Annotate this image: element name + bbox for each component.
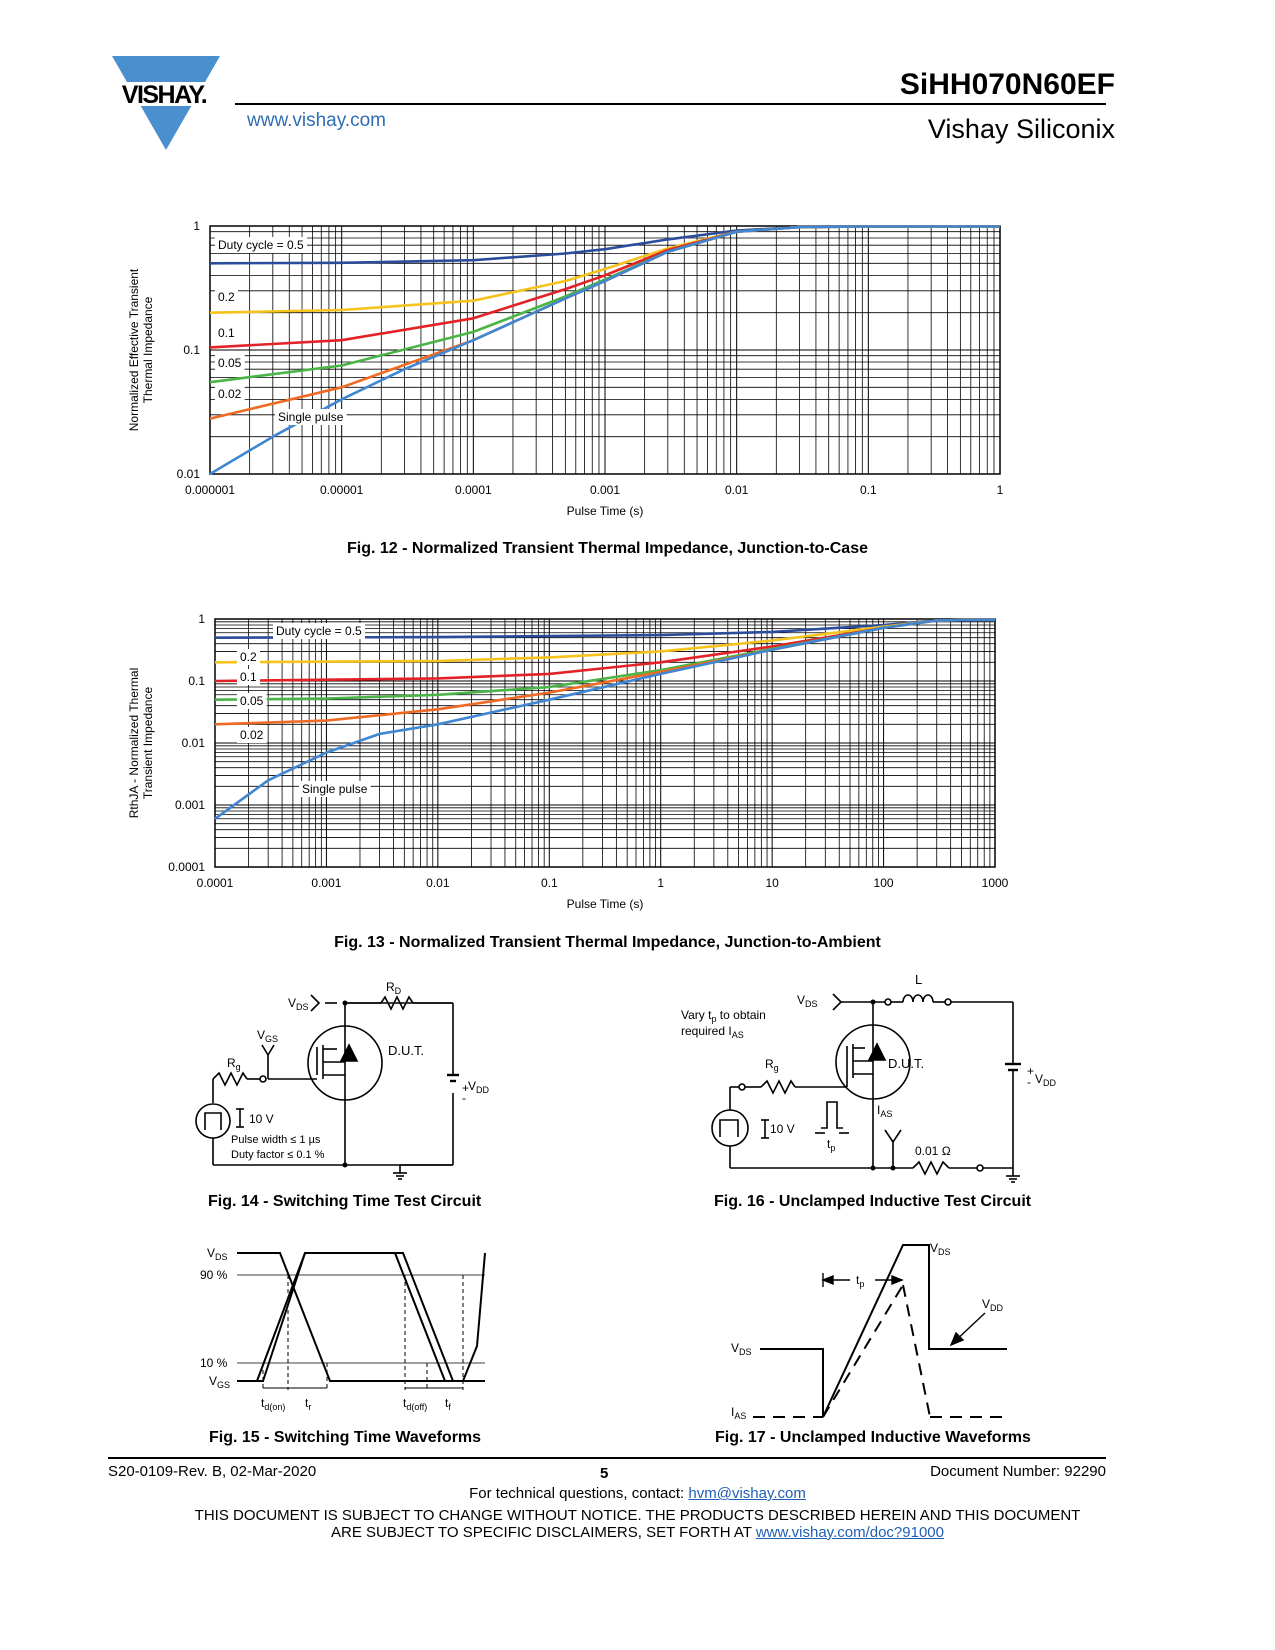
svg-text:+: + bbox=[462, 1081, 470, 1095]
website-link[interactable]: www.vishay.com bbox=[247, 110, 387, 131]
x-axis-label: Pulse Time (s) bbox=[566, 897, 644, 911]
svg-text:VDS: $V_{DS}$ bbox=[930, 1241, 951, 1257]
fig17-waveforms bbox=[725, 1235, 1025, 1425]
y-axis-label-line: RthJA - Normalized Thermal bbox=[127, 667, 141, 819]
svg-text:IAS: $I_{AS}$ bbox=[731, 1405, 747, 1421]
y-tick-label: 0.1 bbox=[188, 674, 205, 688]
series-label-d01: 0.1 bbox=[240, 670, 257, 684]
series-label-d005: 0.05 bbox=[240, 694, 264, 708]
rg-resistor-icon bbox=[761, 1081, 795, 1093]
svg-text:VGS: $V_{GS}$ bbox=[209, 1374, 231, 1390]
fig14-caption: Fig. 14 - Switching Time Test Circuit bbox=[208, 1193, 482, 1210]
x-tick-label: 0.001 bbox=[589, 483, 621, 497]
vds-waveform bbox=[237, 1253, 485, 1381]
fig17-vdd-sub: DD bbox=[990, 1303, 1004, 1313]
fig16-dut-label: D.U.T. bbox=[888, 1056, 925, 1071]
x-tick-label: 0.01 bbox=[724, 483, 749, 497]
x-tick-label: 0.0001 bbox=[454, 483, 492, 497]
y-tick-label: 0.01 bbox=[176, 467, 200, 481]
y-tick-label: 1 bbox=[198, 612, 205, 626]
footer-revision: S20-0109-Rev. B, 02-Mar-2020 bbox=[108, 1463, 317, 1480]
vds-waveform bbox=[760, 1245, 1007, 1417]
fig15-waveforms bbox=[195, 1240, 495, 1420]
y-tick-label: 0.01 bbox=[181, 736, 205, 750]
fig16-l-label: L bbox=[915, 972, 923, 987]
svg-text:VDD: $V_{DD}$ bbox=[468, 1079, 490, 1095]
fig15-vds-sub: DS bbox=[215, 1252, 228, 1262]
vds-arrow-icon bbox=[311, 995, 319, 1011]
vgs-arrow-icon bbox=[262, 1045, 274, 1055]
fig17-tp-sub: p bbox=[859, 1279, 865, 1289]
series-label-d05: Duty cycle = 0.5 bbox=[276, 624, 362, 638]
fig14-pulse-width: Pulse width ≤ 1 µs bbox=[231, 1134, 321, 1146]
shunt-resistor-icon bbox=[913, 1162, 949, 1174]
fig14-vgs-sub: GS bbox=[265, 1034, 279, 1044]
footer-doc-number: Document Number: 92290 bbox=[930, 1463, 1106, 1480]
svg-text:Rg: $R_g$ bbox=[765, 1057, 779, 1073]
series-label-d005: 0.05 bbox=[218, 356, 242, 370]
fig16-vds-sub: DS bbox=[805, 999, 818, 1009]
y-axis-label-line: Thermal Impedance bbox=[141, 296, 155, 404]
y-tick-label: 1 bbox=[193, 219, 200, 233]
contact-email-link[interactable]: hvm@vishay.com bbox=[688, 1485, 806, 1502]
fig14-dut-label: D.U.T. bbox=[388, 1043, 425, 1058]
x-tick-label: 0.01 bbox=[426, 876, 450, 890]
svg-text:Rg: $R_g$ bbox=[227, 1056, 241, 1072]
svg-text:-: - bbox=[462, 1091, 466, 1105]
x-tick-label: 10 bbox=[765, 876, 779, 890]
y-tick-label: 0.0001 bbox=[168, 860, 205, 874]
x-tick-label: 0.001 bbox=[311, 876, 342, 890]
svg-text:VDS: $V_{DS}$ bbox=[797, 993, 818, 1009]
fig15-tf-sub: f bbox=[448, 1402, 451, 1412]
x-tick-label: 1 bbox=[996, 483, 1004, 497]
fig16-shunt-label: 0.01 Ω bbox=[915, 1144, 951, 1158]
x-tick-label: 1 bbox=[657, 876, 665, 890]
vgs-waveform-rise bbox=[237, 1253, 395, 1381]
logo-text: VISHAY. bbox=[121, 81, 207, 109]
fig16-vary-text: Vary t bbox=[681, 1008, 712, 1022]
x-axis-label: Pulse Time (s) bbox=[566, 504, 644, 518]
svg-text:-: - bbox=[1027, 1075, 1031, 1089]
x-tick-label: 0.00001 bbox=[319, 483, 364, 497]
fig16-10v-label: 10 V bbox=[770, 1122, 795, 1136]
series-label-d02: 0.2 bbox=[218, 290, 235, 304]
fig16-rg-sub: g bbox=[773, 1063, 779, 1073]
svg-text:VGS: $V_{GS}$ bbox=[257, 1028, 279, 1044]
svg-text:VDS: $V_{DS}$ bbox=[731, 1341, 752, 1357]
disclaimer-line2 bbox=[0, 1524, 1275, 1541]
svg-text:Vary tp to obtain: Vary $t_p$ to obtain bbox=[681, 1008, 766, 1024]
x-tick-label: 100 bbox=[873, 876, 894, 890]
fig15-90pct: 90 % bbox=[200, 1268, 228, 1282]
x-tick-label: 1000 bbox=[981, 876, 1009, 890]
disclaimer-line1: THIS DOCUMENT IS SUBJECT TO CHANGE WITHOUT NOTICE. THE PRODUCTS DESCRIBED HEREIN AND THIS DOCUMENT bbox=[194, 1507, 1081, 1524]
chart-grid bbox=[215, 619, 995, 867]
fig15-vgs-sub: GS bbox=[217, 1380, 231, 1390]
fig17-vds-left-sub: DS bbox=[739, 1347, 752, 1357]
series-label-d02: 0.2 bbox=[240, 650, 257, 664]
vds-arrow-icon bbox=[833, 994, 841, 1010]
pulse-source-icon bbox=[196, 1104, 230, 1138]
x-tick-label: 0.0001 bbox=[196, 876, 234, 890]
disclaimer-link[interactable]: www.vishay.com/doc?91000 bbox=[755, 1524, 944, 1541]
svg-text:tf: $t_f$ bbox=[445, 1396, 451, 1412]
fig15-caption: Fig. 15 - Switching Time Waveforms bbox=[209, 1429, 482, 1446]
series-label-d002: 0.02 bbox=[240, 728, 264, 742]
series-label-single: Single pulse bbox=[278, 410, 344, 424]
y-axis-label-line: Transient Impedance bbox=[141, 686, 155, 800]
header-rule bbox=[235, 103, 1106, 105]
ias-ramp bbox=[823, 1285, 903, 1417]
svg-text:VDD: $V_{DD}$ bbox=[1035, 1072, 1057, 1088]
fig14-rg-sub: g bbox=[235, 1062, 241, 1072]
footer-contact bbox=[0, 1485, 1275, 1502]
fig17-caption: Fig. 17 - Unclamped Inductive Waveforms bbox=[715, 1429, 1031, 1446]
svg-text:VDS: $V_{DS}$ bbox=[288, 996, 309, 1012]
svg-text:IAS: $I_{AS}$ bbox=[877, 1103, 893, 1119]
svg-text:required IAS: required $I_{AS}$ bbox=[681, 1024, 744, 1040]
footer-rule bbox=[108, 1457, 1106, 1459]
y-tick-label: 0.001 bbox=[174, 798, 205, 812]
fig12-chart bbox=[120, 210, 1030, 525]
fig14-vdd-sub: DD bbox=[476, 1085, 490, 1095]
fig15-tdon-sub: d(on) bbox=[264, 1402, 286, 1412]
fig14-duty-factor: Duty factor ≤ 0.1 % bbox=[231, 1149, 325, 1161]
fig16-ias-sub: AS bbox=[880, 1109, 893, 1119]
x-tick-label: 0.1 bbox=[859, 483, 877, 497]
footer-page-number: 5 bbox=[600, 1465, 609, 1482]
ias-probe-icon bbox=[885, 1130, 901, 1142]
vishay-logo[interactable] bbox=[106, 54, 226, 154]
series-label-d01: 0.1 bbox=[218, 326, 235, 340]
series-label-d002: 0.02 bbox=[218, 387, 242, 401]
rg-resistor-icon bbox=[213, 1073, 247, 1085]
company-name: Vishay Siliconix bbox=[927, 114, 1115, 144]
fig12-caption: Fig. 12 - Normalized Transient Thermal Impedance, Junction-to-Case bbox=[347, 540, 868, 557]
svg-text:tr: $t_r$ bbox=[305, 1396, 312, 1412]
y-axis-label bbox=[127, 268, 155, 431]
fig16-circuit bbox=[675, 970, 1070, 1185]
fig16-caption: Fig. 16 - Unclamped Inductive Test Circuit bbox=[714, 1193, 1032, 1210]
svg-text:tp: $t_p$ bbox=[827, 1137, 836, 1153]
svg-text:td(off): $t_{d(off)}$ bbox=[403, 1396, 428, 1412]
series-label-single: Single pulse bbox=[302, 782, 368, 796]
fig17-vds-top-sub: DS bbox=[938, 1247, 951, 1257]
y-axis-label bbox=[127, 668, 155, 819]
part-number: SiHH070N60EF bbox=[899, 68, 1115, 101]
x-tick-label: 0.1 bbox=[540, 876, 558, 890]
fig14-circuit bbox=[185, 975, 515, 1180]
fig16-tp-sub: p bbox=[830, 1143, 836, 1153]
fig17-ias-sub: AS bbox=[734, 1411, 747, 1421]
fig14-rd-sub: D bbox=[394, 986, 402, 996]
svg-text:RD: $R_D$ bbox=[386, 980, 402, 996]
fig16-vdd-sub: DD bbox=[1043, 1078, 1057, 1088]
fig14-10v-label: 10 V bbox=[249, 1112, 274, 1126]
pulse-source-icon bbox=[712, 1110, 748, 1146]
y-axis-label-line: Normalized Effective Transient bbox=[127, 268, 141, 432]
svg-text:td(on): $t_{d(on)}$ bbox=[261, 1396, 286, 1412]
svg-text:VDS: $V_{DS}$ bbox=[207, 1246, 228, 1262]
y-tick-label: 0.1 bbox=[183, 343, 200, 357]
disclaimer-text: ARE SUBJECT TO SPECIFIC DISCLAIMERS, SET FORTH AT bbox=[331, 1524, 756, 1541]
fig15-10pct: 10 % bbox=[200, 1356, 228, 1370]
fig13-chart bbox=[120, 605, 1030, 915]
svg-text:VDD: $V_{DD}$ bbox=[982, 1297, 1004, 1313]
contact-prefix: For technical questions, contact: bbox=[469, 1485, 689, 1502]
fig14-vds-sub: DS bbox=[296, 1002, 309, 1012]
x-tick-label: 0.000001 bbox=[184, 483, 236, 497]
series-label-d05: Duty cycle = 0.5 bbox=[218, 238, 304, 252]
svg-text:tp: $t_p$ bbox=[856, 1273, 865, 1289]
fig16-required-text: required I bbox=[681, 1024, 732, 1038]
fig13-caption: Fig. 13 - Normalized Transient Thermal Impedance, Junction-to-Ambient bbox=[334, 934, 881, 951]
svg-text:+: + bbox=[1027, 1064, 1035, 1078]
fig15-tr-sub: r bbox=[308, 1402, 312, 1412]
inductor-icon bbox=[903, 995, 933, 1002]
fig15-tdoff-sub: d(off) bbox=[406, 1402, 428, 1412]
